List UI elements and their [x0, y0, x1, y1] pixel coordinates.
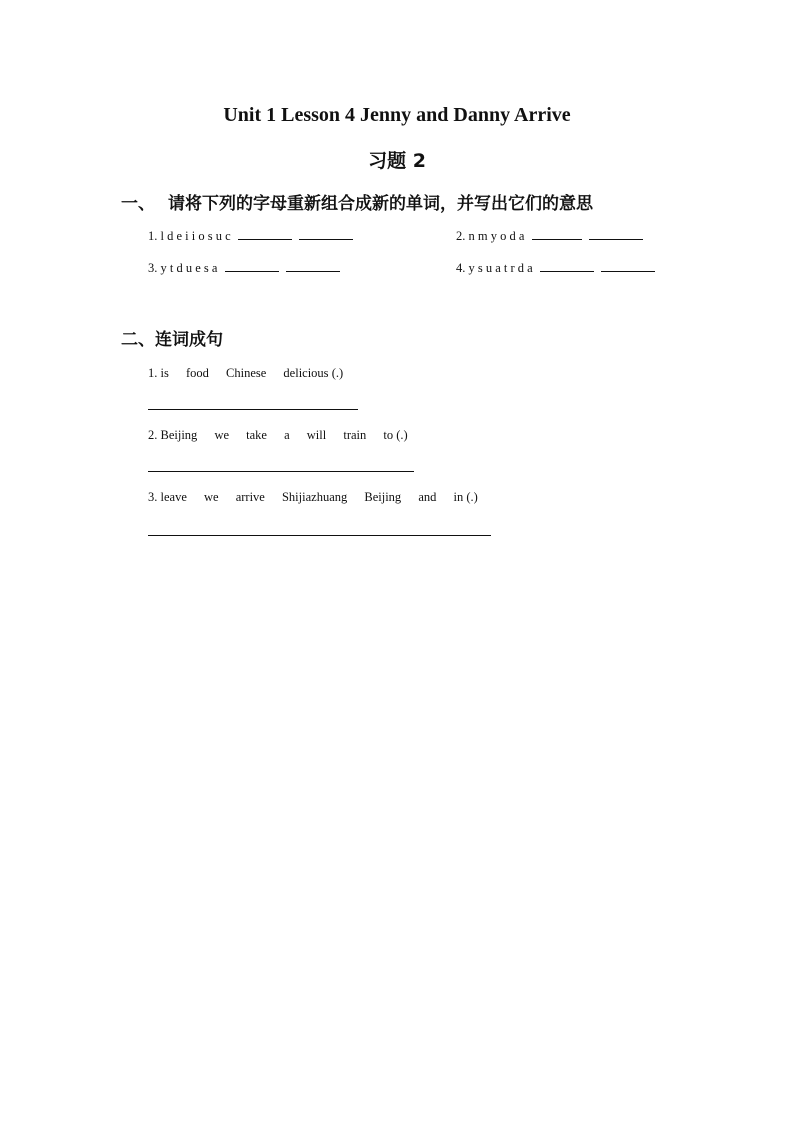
answer-blank-meaning[interactable]	[299, 239, 353, 240]
answer-blank-word[interactable]	[540, 271, 594, 272]
answer-line-3[interactable]	[148, 535, 491, 536]
section1-number: 一、	[121, 194, 155, 214]
answer-blank-word[interactable]	[225, 271, 279, 272]
word: is	[160, 366, 169, 380]
word: Beijing	[364, 490, 402, 504]
word: Shijiazhuang	[281, 490, 348, 504]
item-number: 3.	[148, 490, 158, 504]
answer-blank-meaning[interactable]	[601, 271, 655, 272]
item-number: 2.	[148, 428, 158, 442]
word: and	[418, 490, 437, 504]
unscramble-letters: 4. y s u a t r d a	[456, 261, 533, 275]
unscramble-letters: 2. n m y o d a	[456, 229, 525, 243]
unscramble-item-1	[148, 229, 353, 244]
word: we	[204, 490, 219, 504]
unscramble-letters: 1. l d e i i o s u c	[148, 229, 231, 243]
word: arrive	[235, 490, 265, 504]
end-punctuation: (.)	[466, 490, 478, 504]
word: a	[284, 428, 290, 442]
word: Chinese	[226, 366, 267, 380]
exercise-subtitle: 习题 2	[368, 150, 426, 172]
word: in	[453, 490, 464, 504]
word: we	[214, 428, 230, 442]
word: food	[185, 366, 209, 380]
word: train	[343, 428, 367, 442]
answer-blank-word[interactable]	[238, 239, 292, 240]
word: Beijing	[160, 428, 198, 442]
word: will	[306, 428, 327, 442]
end-punctuation: (.)	[396, 428, 408, 442]
sentence-item-3	[148, 490, 478, 505]
word: take	[246, 428, 267, 442]
answer-blank-meaning[interactable]	[286, 271, 340, 272]
section2-heading: 二、连词成句	[121, 330, 223, 350]
sentence-item-1	[148, 366, 343, 381]
unscramble-letters: 3. y t d u e s a	[148, 261, 218, 275]
unscramble-item-2	[456, 229, 643, 244]
unscramble-item-4	[456, 261, 655, 276]
end-punctuation: (.)	[331, 366, 344, 380]
answer-blank-word[interactable]	[532, 239, 582, 240]
answer-blank-meaning[interactable]	[589, 239, 643, 240]
item-number: 1.	[148, 366, 158, 380]
answer-line-1[interactable]	[148, 409, 358, 410]
answer-line-2[interactable]	[148, 471, 414, 472]
word: to	[383, 428, 394, 442]
word: leave	[160, 490, 187, 504]
unscramble-item-3	[148, 261, 340, 276]
section1-heading: 请将下列的字母重新组合成新的单词，并写出它们的意思	[168, 194, 593, 214]
word: delicious	[283, 366, 329, 380]
sentence-item-2	[148, 428, 408, 443]
page-title: Unit 1 Lesson 4 Jenny and Danny Arrive	[223, 104, 571, 126]
